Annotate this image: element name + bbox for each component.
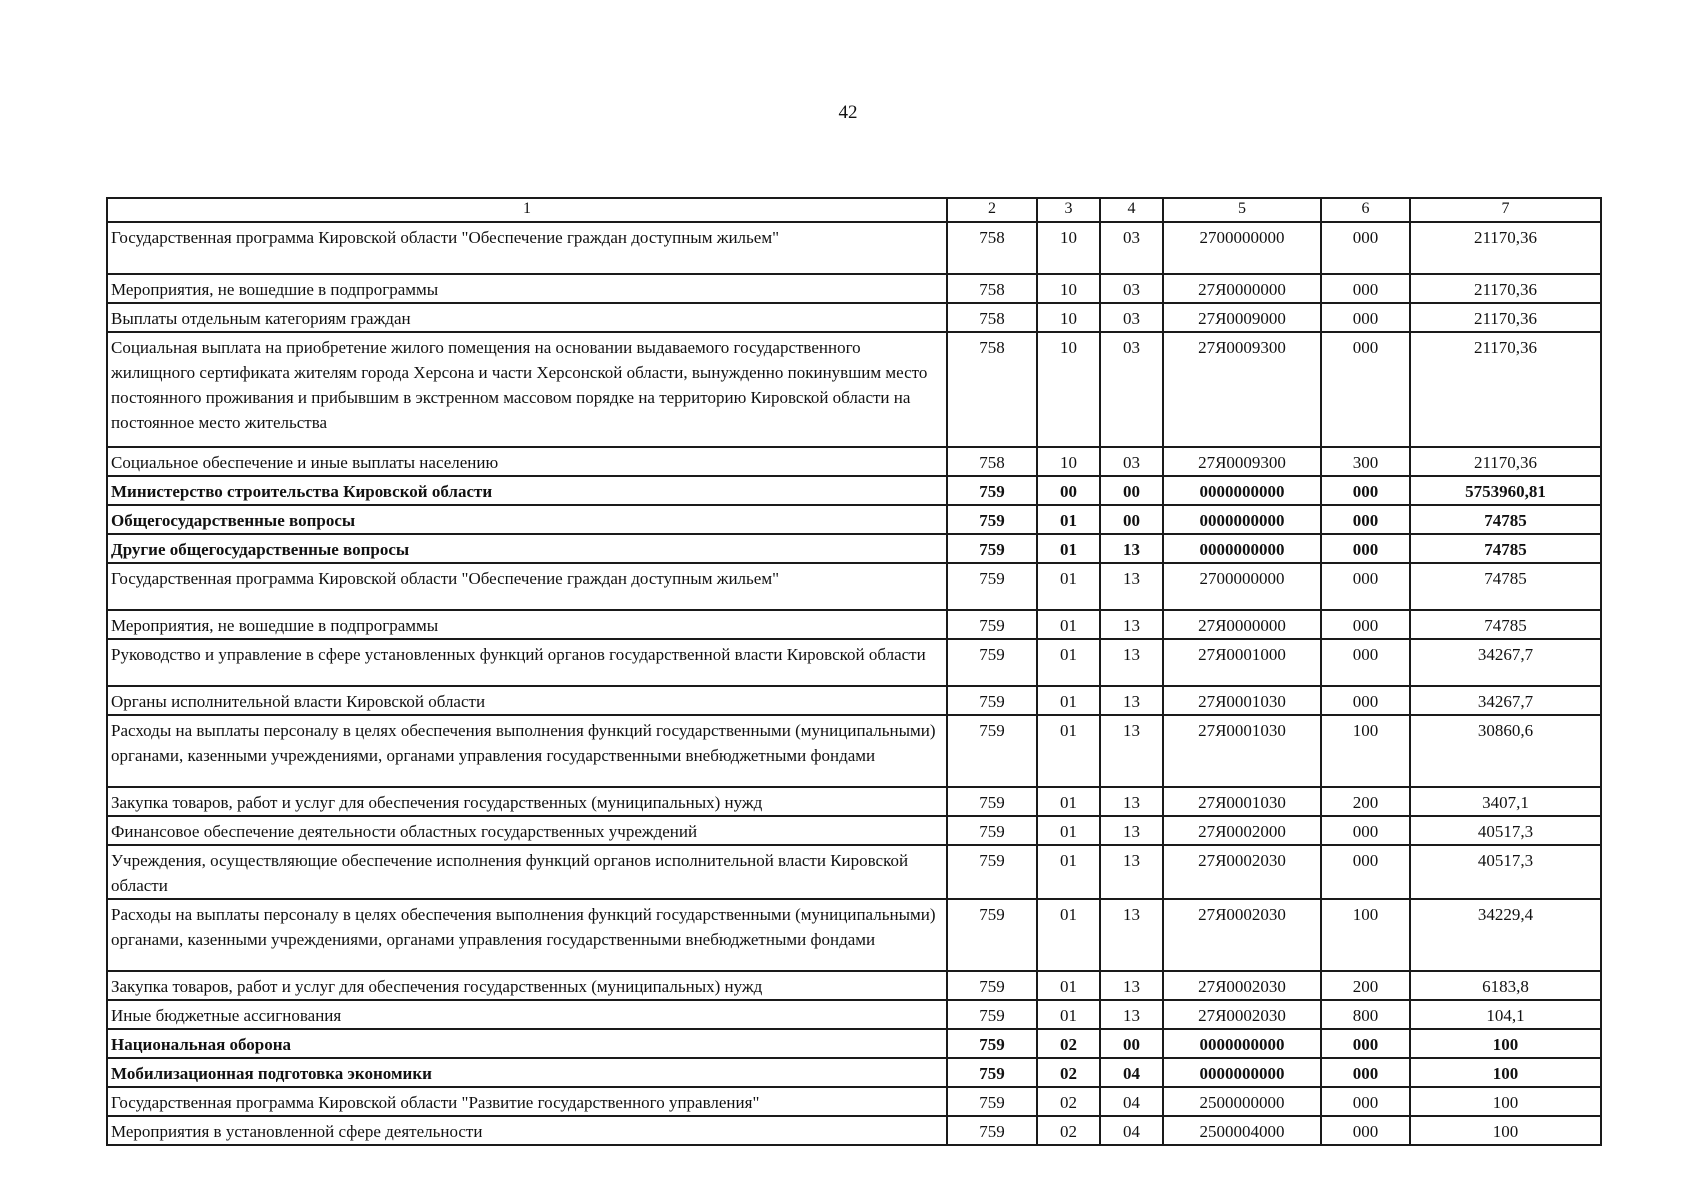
row-target-cell: 27Я0002000	[1163, 816, 1321, 845]
page-number: 42	[838, 102, 858, 123]
row-name-cell: Общегосударственные вопросы	[107, 505, 947, 534]
table-row	[107, 639, 1601, 686]
row-subsection-cell: 03	[1100, 447, 1163, 476]
row-subsection-cell: 00	[1100, 1029, 1163, 1058]
row-expense-type-cell: 000	[1321, 816, 1410, 845]
row-target-cell: 2500000000	[1163, 1087, 1321, 1116]
row-subsection-cell: 00	[1100, 505, 1163, 534]
row-code-cell: 759	[947, 686, 1037, 715]
row-name-cell: Закупка товаров, работ и услуг для обеспечения государственных (муниципальных) нужд	[107, 787, 947, 816]
table-row	[107, 787, 1601, 816]
row-name-cell: Мобилизационная подготовка экономики	[107, 1058, 947, 1087]
row-subsection-cell: 13	[1100, 563, 1163, 610]
row-name-cell: Государственная программа Кировской области "Обеспечение граждан доступным жильем"	[107, 563, 947, 610]
table-row	[107, 303, 1601, 332]
row-expense-type-cell: 000	[1321, 686, 1410, 715]
table-row	[107, 686, 1601, 715]
row-section-cell: 10	[1037, 222, 1100, 274]
row-section-cell: 02	[1037, 1116, 1100, 1145]
row-expense-type-cell: 000	[1321, 639, 1410, 686]
row-code-cell: 759	[947, 563, 1037, 610]
row-name-cell: Мероприятия, не вошедшие в подпрограммы	[107, 610, 947, 639]
row-section-cell: 01	[1037, 899, 1100, 971]
row-name-cell: Выплаты отдельным категориям граждан	[107, 303, 947, 332]
row-expense-type-cell: 000	[1321, 303, 1410, 332]
table-row	[107, 816, 1601, 845]
row-target-cell: 27Я0009300	[1163, 332, 1321, 447]
row-section-cell: 10	[1037, 332, 1100, 447]
table-row	[107, 332, 1601, 447]
row-name-cell: Министерство строительства Кировской области	[107, 476, 947, 505]
row-code-cell: 758	[947, 447, 1037, 476]
row-section-cell: 01	[1037, 534, 1100, 563]
row-section-cell: 01	[1037, 505, 1100, 534]
row-code-cell: 759	[947, 639, 1037, 686]
row-amount-cell: 3407,1	[1410, 787, 1601, 816]
row-subsection-cell: 04	[1100, 1116, 1163, 1145]
row-name-cell: Финансовое обеспечение деятельности областных государственных учреждений	[107, 816, 947, 845]
column-header: 3	[1037, 198, 1100, 222]
column-header: 2	[947, 198, 1037, 222]
row-target-cell: 27Я0002030	[1163, 971, 1321, 1000]
row-name-cell: Руководство и управление в сфере установленных функций органов государственной власти Кировской области	[107, 639, 947, 686]
table-body	[107, 222, 1601, 1145]
row-expense-type-cell: 000	[1321, 534, 1410, 563]
table-row	[107, 715, 1601, 787]
row-target-cell: 27Я0001030	[1163, 686, 1321, 715]
row-name-cell: Национальная оборона	[107, 1029, 947, 1058]
row-expense-type-cell: 200	[1321, 971, 1410, 1000]
table-row	[107, 447, 1601, 476]
row-code-cell: 759	[947, 1058, 1037, 1087]
row-section-cell: 01	[1037, 563, 1100, 610]
row-subsection-cell: 13	[1100, 1000, 1163, 1029]
row-amount-cell: 34267,7	[1410, 639, 1601, 686]
row-target-cell: 27Я0001030	[1163, 787, 1321, 816]
row-section-cell: 02	[1037, 1029, 1100, 1058]
row-name-cell: Социальное обеспечение и иные выплаты населению	[107, 447, 947, 476]
row-amount-cell: 6183,8	[1410, 971, 1601, 1000]
row-amount-cell: 40517,3	[1410, 816, 1601, 845]
row-expense-type-cell: 000	[1321, 505, 1410, 534]
row-name-cell: Государственная программа Кировской области "Развитие государственного управления"	[107, 1087, 947, 1116]
table-row	[107, 534, 1601, 563]
row-code-cell: 759	[947, 715, 1037, 787]
row-expense-type-cell: 000	[1321, 1058, 1410, 1087]
column-header: 7	[1410, 198, 1601, 222]
row-code-cell: 759	[947, 971, 1037, 1000]
row-name-cell: Иные бюджетные ассигнования	[107, 1000, 947, 1029]
row-name-cell: Закупка товаров, работ и услуг для обеспечения государственных (муниципальных) нужд	[107, 971, 947, 1000]
row-subsection-cell: 13	[1100, 816, 1163, 845]
row-amount-cell: 74785	[1410, 505, 1601, 534]
row-subsection-cell: 13	[1100, 686, 1163, 715]
row-section-cell: 01	[1037, 639, 1100, 686]
table-row	[107, 1029, 1601, 1058]
row-amount-cell: 34267,7	[1410, 686, 1601, 715]
column-header: 5	[1163, 198, 1321, 222]
row-target-cell: 0000000000	[1163, 534, 1321, 563]
row-code-cell: 759	[947, 476, 1037, 505]
row-subsection-cell: 00	[1100, 476, 1163, 505]
row-amount-cell: 40517,3	[1410, 845, 1601, 899]
row-name-cell: Расходы на выплаты персоналу в целях обеспечения выполнения функций государственными (муниципальными) органами, казенными учреждениями, органами управления государственными внебюджетными фондами	[107, 899, 947, 971]
table-row	[107, 899, 1601, 971]
row-target-cell: 0000000000	[1163, 1029, 1321, 1058]
row-code-cell: 759	[947, 899, 1037, 971]
row-subsection-cell: 13	[1100, 639, 1163, 686]
column-header: 4	[1100, 198, 1163, 222]
table-row	[107, 1087, 1601, 1116]
row-expense-type-cell: 000	[1321, 1029, 1410, 1058]
row-name-cell: Социальная выплата на приобретение жилого помещения на основании выдаваемого государственного жилищного сертификата жителям города Херсона и части Херсонской области, вынужденно покинувшим место постоянного проживания и прибывшим в экстренном массовом порядке на территорию Кировской области на постоянное место жительства	[107, 332, 947, 447]
row-target-cell: 27Я0000000	[1163, 610, 1321, 639]
table-row	[107, 1058, 1601, 1087]
row-section-cell: 01	[1037, 816, 1100, 845]
row-amount-cell: 74785	[1410, 534, 1601, 563]
row-amount-cell: 34229,4	[1410, 899, 1601, 971]
row-target-cell: 27Я0002030	[1163, 899, 1321, 971]
row-code-cell: 758	[947, 274, 1037, 303]
row-code-cell: 759	[947, 787, 1037, 816]
table-row	[107, 274, 1601, 303]
row-code-cell: 759	[947, 845, 1037, 899]
row-expense-type-cell: 800	[1321, 1000, 1410, 1029]
row-amount-cell: 74785	[1410, 610, 1601, 639]
row-section-cell: 02	[1037, 1058, 1100, 1087]
row-section-cell: 01	[1037, 610, 1100, 639]
table-row	[107, 845, 1601, 899]
row-amount-cell: 104,1	[1410, 1000, 1601, 1029]
row-amount-cell: 21170,36	[1410, 332, 1601, 447]
row-code-cell: 759	[947, 1116, 1037, 1145]
row-target-cell: 2700000000	[1163, 563, 1321, 610]
row-section-cell: 01	[1037, 1000, 1100, 1029]
row-target-cell: 27Я0009000	[1163, 303, 1321, 332]
row-code-cell: 759	[947, 1000, 1037, 1029]
column-header: 6	[1321, 198, 1410, 222]
row-expense-type-cell: 000	[1321, 845, 1410, 899]
row-name-cell: Другие общегосударственные вопросы	[107, 534, 947, 563]
row-expense-type-cell: 100	[1321, 899, 1410, 971]
header-row	[107, 198, 1601, 222]
row-target-cell: 0000000000	[1163, 1058, 1321, 1087]
row-code-cell: 759	[947, 505, 1037, 534]
row-amount-cell: 74785	[1410, 563, 1601, 610]
row-target-cell: 27Я0002030	[1163, 1000, 1321, 1029]
row-target-cell: 2700000000	[1163, 222, 1321, 274]
row-section-cell: 01	[1037, 787, 1100, 816]
table-row	[107, 563, 1601, 610]
row-amount-cell: 100	[1410, 1116, 1601, 1145]
row-section-cell: 01	[1037, 715, 1100, 787]
table-row	[107, 1116, 1601, 1145]
row-amount-cell: 21170,36	[1410, 447, 1601, 476]
table-row	[107, 505, 1601, 534]
row-expense-type-cell: 000	[1321, 332, 1410, 447]
table-row	[107, 1000, 1601, 1029]
row-amount-cell: 21170,36	[1410, 274, 1601, 303]
row-name-cell: Учреждения, осуществляющие обеспечение исполнения функций органов исполнительной власти Кировской области	[107, 845, 947, 899]
row-name-cell: Мероприятия, не вошедшие в подпрограммы	[107, 274, 947, 303]
row-subsection-cell: 13	[1100, 971, 1163, 1000]
row-expense-type-cell: 000	[1321, 274, 1410, 303]
table-row	[107, 222, 1601, 274]
row-target-cell: 27Я0001000	[1163, 639, 1321, 686]
row-amount-cell: 21170,36	[1410, 222, 1601, 274]
row-name-cell: Государственная программа Кировской области "Обеспечение граждан доступным жильем"	[107, 222, 947, 274]
row-expense-type-cell: 000	[1321, 222, 1410, 274]
row-expense-type-cell: 000	[1321, 610, 1410, 639]
row-expense-type-cell: 200	[1321, 787, 1410, 816]
row-amount-cell: 100	[1410, 1058, 1601, 1087]
row-expense-type-cell: 000	[1321, 1087, 1410, 1116]
row-subsection-cell: 03	[1100, 222, 1163, 274]
row-subsection-cell: 04	[1100, 1087, 1163, 1116]
row-amount-cell: 21170,36	[1410, 303, 1601, 332]
row-code-cell: 758	[947, 222, 1037, 274]
row-target-cell: 0000000000	[1163, 505, 1321, 534]
row-amount-cell: 100	[1410, 1029, 1601, 1058]
row-subsection-cell: 13	[1100, 534, 1163, 563]
row-target-cell: 27Я0001030	[1163, 715, 1321, 787]
row-subsection-cell: 13	[1100, 610, 1163, 639]
row-target-cell: 27Я0000000	[1163, 274, 1321, 303]
budget-table	[106, 197, 1602, 1146]
row-code-cell: 759	[947, 816, 1037, 845]
row-subsection-cell: 13	[1100, 787, 1163, 816]
row-amount-cell: 5753960,81	[1410, 476, 1601, 505]
row-subsection-cell: 13	[1100, 845, 1163, 899]
row-name-cell: Расходы на выплаты персоналу в целях обеспечения выполнения функций государственными (муниципальными) органами, казенными учреждениями, органами управления государственными внебюджетными фондами	[107, 715, 947, 787]
row-name-cell: Органы исполнительной власти Кировской области	[107, 686, 947, 715]
row-section-cell: 01	[1037, 686, 1100, 715]
row-target-cell: 27Я0009300	[1163, 447, 1321, 476]
row-amount-cell: 100	[1410, 1087, 1601, 1116]
row-section-cell: 01	[1037, 845, 1100, 899]
row-subsection-cell: 03	[1100, 274, 1163, 303]
row-section-cell: 10	[1037, 274, 1100, 303]
row-amount-cell: 30860,6	[1410, 715, 1601, 787]
row-expense-type-cell: 100	[1321, 715, 1410, 787]
table-row	[107, 610, 1601, 639]
row-code-cell: 758	[947, 303, 1037, 332]
row-expense-type-cell: 000	[1321, 476, 1410, 505]
row-expense-type-cell: 000	[1321, 1116, 1410, 1145]
row-expense-type-cell: 300	[1321, 447, 1410, 476]
row-code-cell: 759	[947, 534, 1037, 563]
row-subsection-cell: 13	[1100, 715, 1163, 787]
table-row	[107, 476, 1601, 505]
row-section-cell: 10	[1037, 447, 1100, 476]
row-target-cell: 2500004000	[1163, 1116, 1321, 1145]
row-subsection-cell: 03	[1100, 303, 1163, 332]
row-subsection-cell: 13	[1100, 899, 1163, 971]
row-target-cell: 27Я0002030	[1163, 845, 1321, 899]
row-target-cell: 0000000000	[1163, 476, 1321, 505]
column-header: 1	[107, 198, 947, 222]
row-code-cell: 759	[947, 610, 1037, 639]
row-name-cell: Мероприятия в установленной сфере деятельности	[107, 1116, 947, 1145]
row-section-cell: 01	[1037, 971, 1100, 1000]
row-subsection-cell: 03	[1100, 332, 1163, 447]
row-subsection-cell: 04	[1100, 1058, 1163, 1087]
row-section-cell: 10	[1037, 303, 1100, 332]
row-section-cell: 02	[1037, 1087, 1100, 1116]
table-row	[107, 971, 1601, 1000]
row-expense-type-cell: 000	[1321, 563, 1410, 610]
row-code-cell: 759	[947, 1087, 1037, 1116]
row-code-cell: 758	[947, 332, 1037, 447]
row-section-cell: 00	[1037, 476, 1100, 505]
row-code-cell: 759	[947, 1029, 1037, 1058]
